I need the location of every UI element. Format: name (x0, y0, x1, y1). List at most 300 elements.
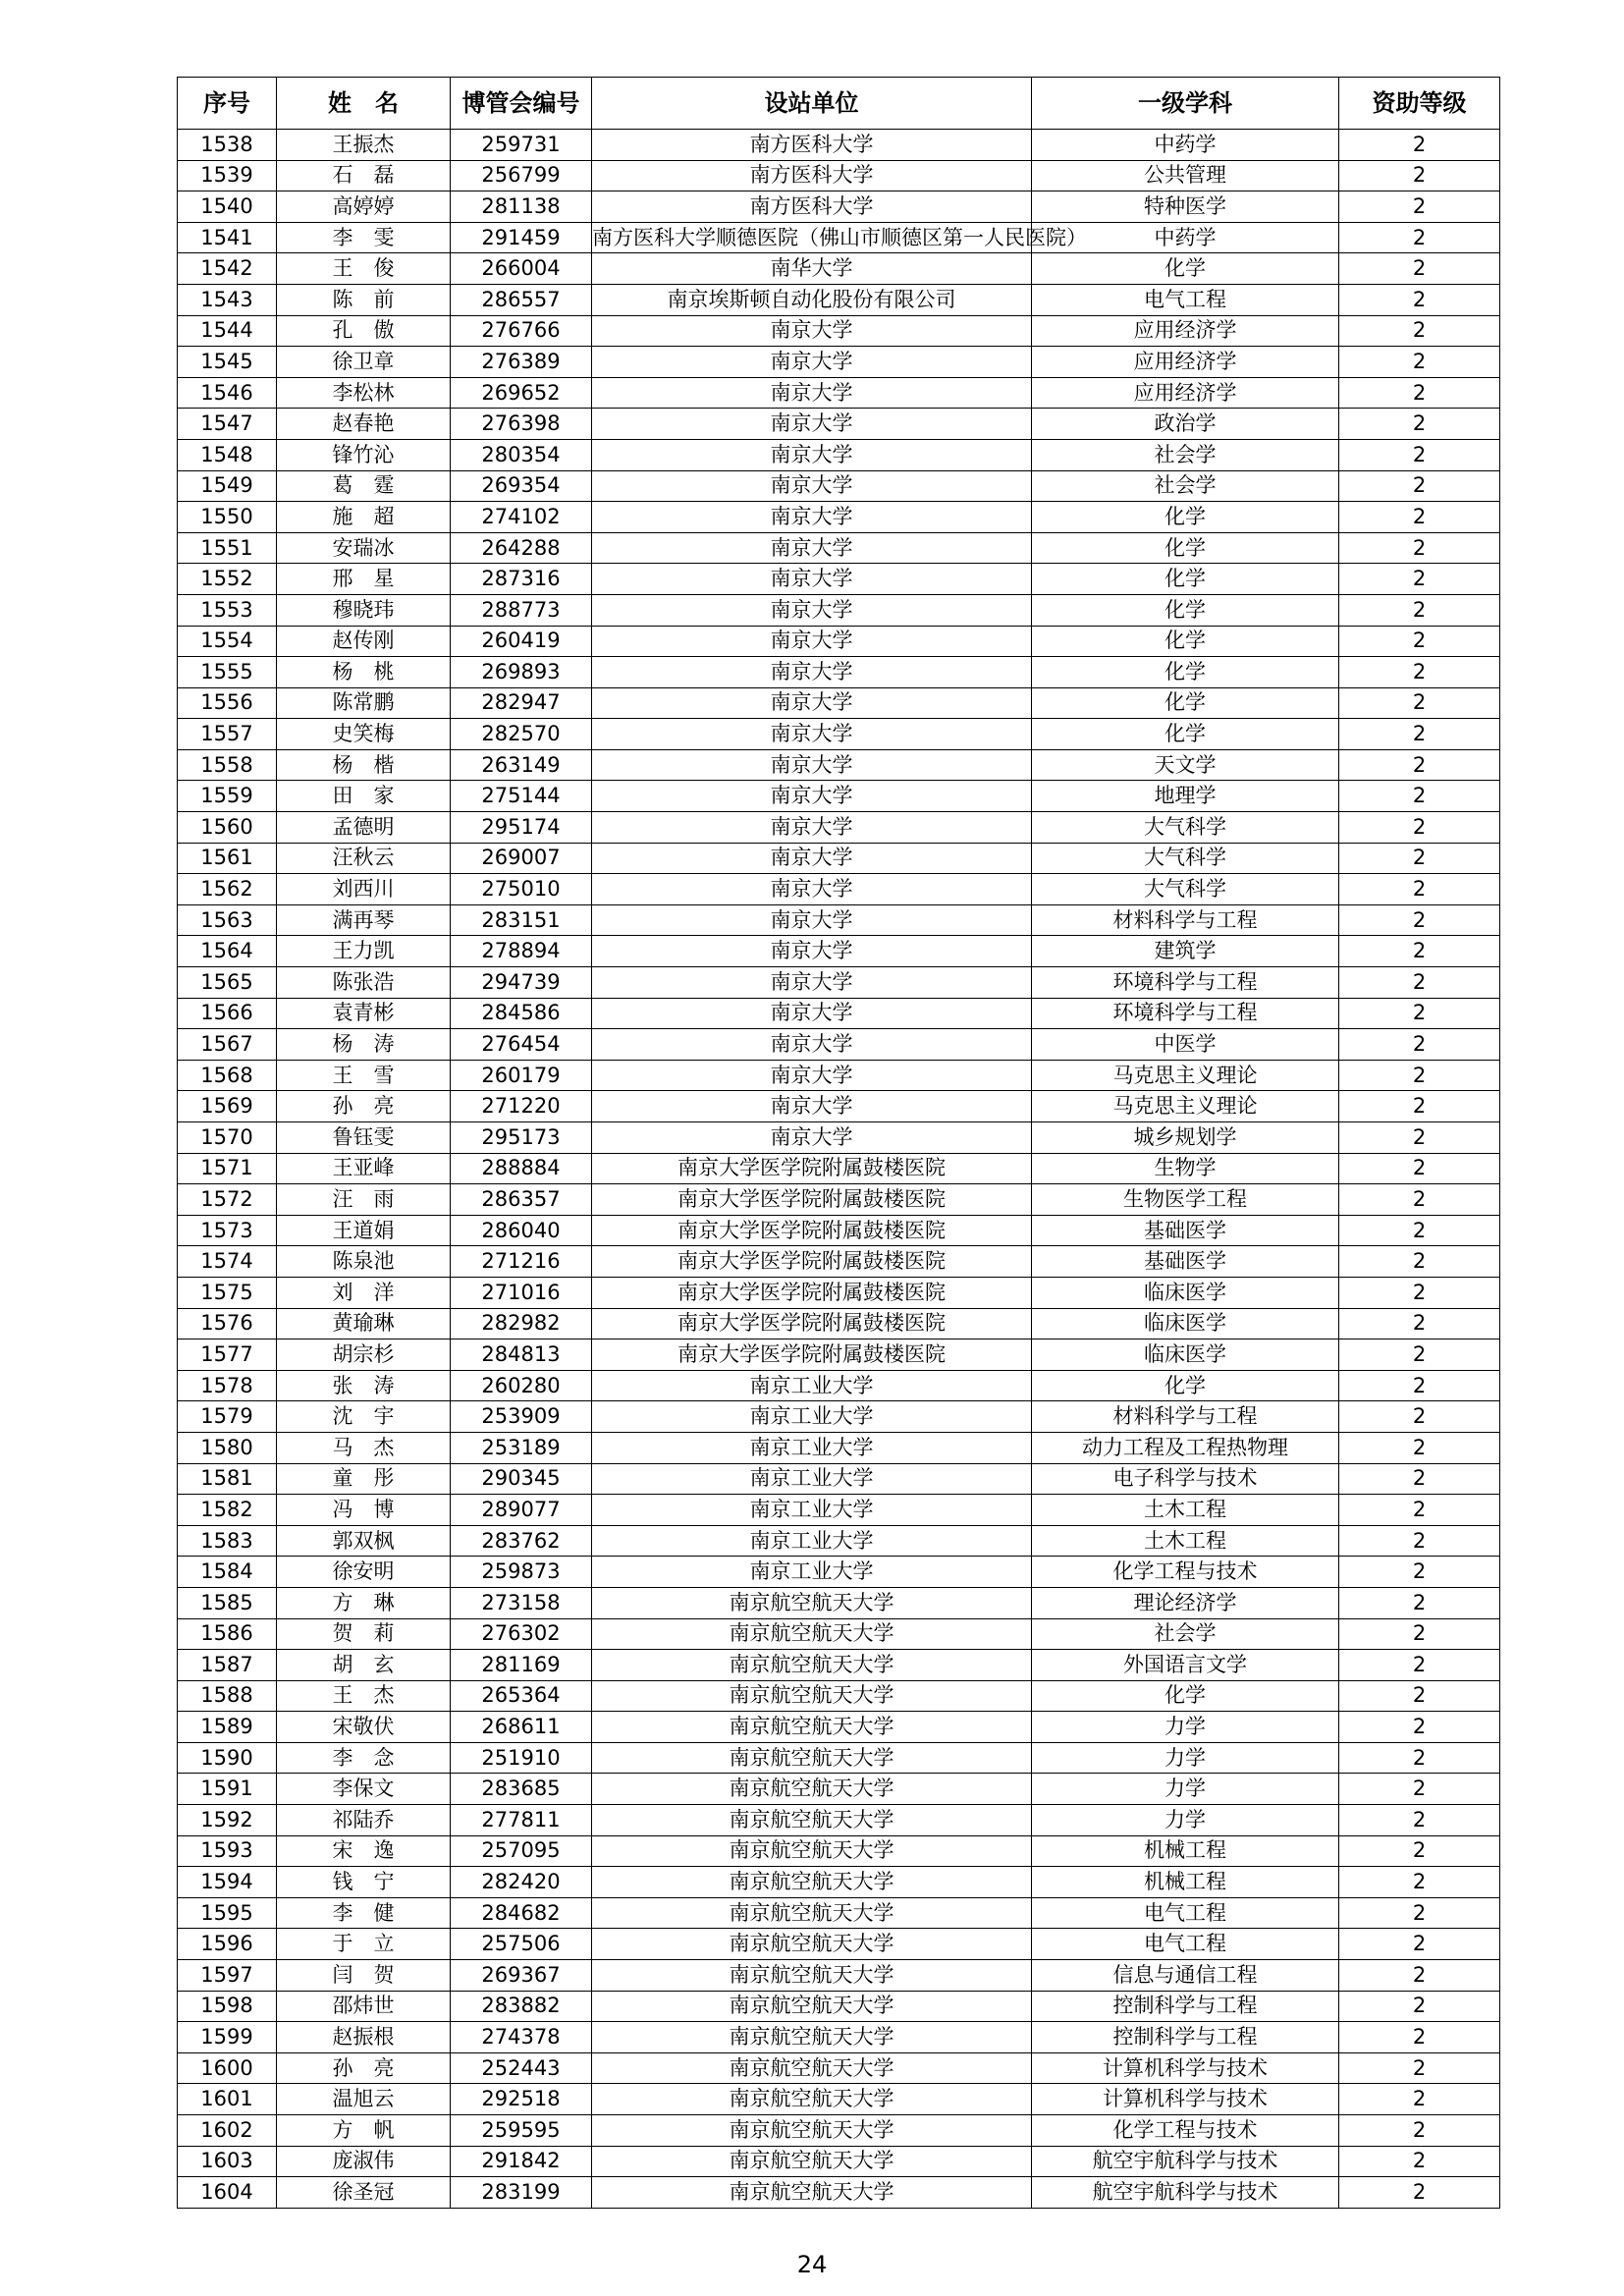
cell-station-unit: 南京大学 (592, 626, 1032, 657)
cell-discipline: 临床医学 (1032, 1308, 1339, 1339)
cell-funding-level: 2 (1339, 594, 1500, 626)
cell-station-unit: 南京大学 (592, 687, 1032, 719)
cell-name: 黄瑜琳 (277, 1308, 451, 1339)
cell-serial-number: 1565 (178, 967, 277, 999)
cell-discipline: 化学工程与技术 (1032, 1557, 1339, 1588)
cell-funding-level: 2 (1339, 781, 1500, 812)
cell-station-unit: 南京大学医学院附属鼓楼医院 (592, 1277, 1032, 1308)
cell-funding-level: 2 (1339, 1557, 1500, 1588)
table-row (178, 1215, 1500, 1246)
table-row (178, 315, 1500, 347)
table-row (178, 2052, 1500, 2084)
cell-station-unit: 南京大学 (592, 781, 1032, 812)
cell-discipline: 土木工程 (1032, 1525, 1339, 1557)
cell-discipline: 航空宇航科学与技术 (1032, 2146, 1339, 2177)
cell-board-id: 276389 (451, 347, 592, 378)
table-row (178, 2115, 1500, 2147)
cell-funding-level: 2 (1339, 1835, 1500, 1867)
table-row (178, 253, 1500, 285)
cell-board-id: 251910 (451, 1742, 592, 1774)
cell-funding-level: 2 (1339, 1401, 1500, 1433)
cell-serial-number: 1600 (178, 2052, 277, 2084)
cell-name: 鲁钰雯 (277, 1122, 451, 1154)
cell-serial-number: 1603 (178, 2146, 277, 2177)
cell-board-id: 269893 (451, 657, 592, 688)
cell-board-id: 263149 (451, 749, 592, 781)
cell-discipline: 建筑学 (1032, 936, 1339, 967)
cell-station-unit: 南京大学 (592, 1122, 1032, 1154)
cell-name: 刘 洋 (277, 1277, 451, 1308)
cell-serial-number: 1559 (178, 781, 277, 812)
cell-discipline: 中药学 (1032, 222, 1339, 253)
cell-board-id: 288884 (451, 1153, 592, 1184)
cell-station-unit: 南京航空航天大学 (592, 1712, 1032, 1743)
cell-serial-number: 1546 (178, 377, 277, 409)
cell-name: 孙 亮 (277, 1091, 451, 1122)
cell-serial-number: 1570 (178, 1122, 277, 1154)
cell-funding-level: 2 (1339, 1618, 1500, 1650)
table-row (178, 1401, 1500, 1433)
cell-board-id: 277811 (451, 1805, 592, 1836)
cell-board-id: 282420 (451, 1867, 592, 1898)
cell-serial-number: 1593 (178, 1835, 277, 1867)
cell-station-unit: 南方医科大学 (592, 160, 1032, 191)
cell-board-id: 283199 (451, 2177, 592, 2209)
cell-discipline: 生物医学工程 (1032, 1184, 1339, 1216)
cell-station-unit: 南京航空航天大学 (592, 1742, 1032, 1774)
cell-serial-number: 1597 (178, 1960, 277, 1992)
cell-discipline: 化学 (1032, 1370, 1339, 1401)
table-body (178, 130, 1500, 2209)
cell-board-id: 284682 (451, 1897, 592, 1929)
table-row (178, 347, 1500, 378)
header-discipline: 一级学科 (1032, 78, 1339, 130)
cell-discipline: 动力工程及工程热物理 (1032, 1432, 1339, 1463)
cell-discipline: 力学 (1032, 1774, 1339, 1805)
cell-serial-number: 1541 (178, 222, 277, 253)
cell-name: 邵炜世 (277, 1991, 451, 2022)
table-row (178, 812, 1500, 844)
cell-discipline: 电气工程 (1032, 284, 1339, 315)
header-row (178, 78, 1500, 130)
cell-discipline: 基础医学 (1032, 1215, 1339, 1246)
cell-name: 宋敬伏 (277, 1712, 451, 1743)
cell-funding-level: 2 (1339, 843, 1500, 874)
cell-funding-level: 2 (1339, 1680, 1500, 1712)
cell-discipline: 大气科学 (1032, 874, 1339, 905)
cell-board-id: 283685 (451, 1774, 592, 1805)
cell-board-id: 269652 (451, 377, 592, 409)
table-row (178, 1308, 1500, 1339)
cell-funding-level: 2 (1339, 2084, 1500, 2115)
cell-serial-number: 1538 (178, 130, 277, 161)
cell-funding-level: 2 (1339, 2115, 1500, 2147)
cell-funding-level: 2 (1339, 936, 1500, 967)
cell-funding-level: 2 (1339, 874, 1500, 905)
cell-station-unit: 南京工业大学 (592, 1370, 1032, 1401)
cell-discipline: 化学 (1032, 502, 1339, 533)
table-row (178, 1742, 1500, 1774)
cell-name: 汪秋云 (277, 843, 451, 874)
cell-discipline: 土木工程 (1032, 1495, 1339, 1526)
table-row (178, 1835, 1500, 1867)
cell-discipline: 计算机科学与技术 (1032, 2052, 1339, 2084)
cell-name: 王亚峰 (277, 1153, 451, 1184)
table-row (178, 130, 1500, 161)
cell-station-unit: 南京航空航天大学 (592, 1587, 1032, 1618)
cell-name: 庞淑伟 (277, 2146, 451, 2177)
cell-funding-level: 2 (1339, 1091, 1500, 1122)
cell-station-unit: 南京航空航天大学 (592, 1867, 1032, 1898)
cell-funding-level: 2 (1339, 998, 1500, 1029)
cell-discipline: 应用经济学 (1032, 315, 1339, 347)
table-row (178, 502, 1500, 533)
cell-funding-level: 2 (1339, 2052, 1500, 2084)
header-funding-level: 资助等级 (1339, 78, 1500, 130)
cell-board-id: 282570 (451, 719, 592, 750)
table-row (178, 1525, 1500, 1557)
cell-board-id: 260419 (451, 626, 592, 657)
cell-funding-level: 2 (1339, 1246, 1500, 1278)
cell-station-unit: 南京大学 (592, 594, 1032, 626)
cell-funding-level: 2 (1339, 315, 1500, 347)
cell-discipline: 大气科学 (1032, 843, 1339, 874)
cell-discipline: 政治学 (1032, 409, 1339, 440)
cell-funding-level: 2 (1339, 502, 1500, 533)
cell-serial-number: 1576 (178, 1308, 277, 1339)
cell-station-unit: 南京航空航天大学 (592, 1774, 1032, 1805)
cell-station-unit: 南京航空航天大学 (592, 1680, 1032, 1712)
cell-serial-number: 1544 (178, 315, 277, 347)
cell-serial-number: 1554 (178, 626, 277, 657)
cell-board-id: 265364 (451, 1680, 592, 1712)
cell-station-unit: 南京大学 (592, 1091, 1032, 1122)
cell-board-id: 256799 (451, 160, 592, 191)
cell-name: 陈泉池 (277, 1246, 451, 1278)
cell-station-unit: 南京大学医学院附属鼓楼医院 (592, 1246, 1032, 1278)
cell-name: 王 杰 (277, 1680, 451, 1712)
cell-station-unit: 南京大学 (592, 347, 1032, 378)
cell-serial-number: 1562 (178, 874, 277, 905)
header-serial-number: 序号 (178, 78, 277, 130)
cell-discipline: 应用经济学 (1032, 347, 1339, 378)
cell-discipline: 社会学 (1032, 1618, 1339, 1650)
cell-funding-level: 2 (1339, 1308, 1500, 1339)
cell-name: 马 杰 (277, 1432, 451, 1463)
cell-serial-number: 1589 (178, 1712, 277, 1743)
cell-board-id: 269007 (451, 843, 592, 874)
cell-board-id: 274102 (451, 502, 592, 533)
cell-station-unit: 南京工业大学 (592, 1557, 1032, 1588)
cell-funding-level: 2 (1339, 967, 1500, 999)
cell-name: 李 念 (277, 1742, 451, 1774)
cell-name: 施 超 (277, 502, 451, 533)
cell-name: 赵振根 (277, 2022, 451, 2053)
cell-serial-number: 1604 (178, 2177, 277, 2209)
table-row (178, 2084, 1500, 2115)
cell-serial-number: 1586 (178, 1618, 277, 1650)
cell-serial-number: 1582 (178, 1495, 277, 1526)
table-row (178, 1060, 1500, 1091)
cell-funding-level: 2 (1339, 1805, 1500, 1836)
cell-serial-number: 1601 (178, 2084, 277, 2115)
cell-name: 汪 雨 (277, 1184, 451, 1216)
table-row (178, 222, 1500, 253)
table-row (178, 749, 1500, 781)
cell-name: 童 彤 (277, 1463, 451, 1495)
cell-serial-number: 1551 (178, 532, 277, 564)
table-row (178, 2146, 1500, 2177)
cell-serial-number: 1591 (178, 1774, 277, 1805)
cell-funding-level: 2 (1339, 1277, 1500, 1308)
cell-funding-level: 2 (1339, 1742, 1500, 1774)
cell-discipline: 中医学 (1032, 1029, 1339, 1061)
cell-discipline: 环境科学与工程 (1032, 998, 1339, 1029)
cell-name: 孙 亮 (277, 2052, 451, 2084)
table-row (178, 1712, 1500, 1743)
table-row (178, 532, 1500, 564)
cell-serial-number: 1569 (178, 1091, 277, 1122)
cell-funding-level: 2 (1339, 904, 1500, 936)
cell-funding-level: 2 (1339, 470, 1500, 502)
cell-station-unit: 南京航空航天大学 (592, 1805, 1032, 1836)
table-row (178, 1091, 1500, 1122)
cell-name: 满再琴 (277, 904, 451, 936)
cell-name: 宋 逸 (277, 1835, 451, 1867)
cell-serial-number: 1587 (178, 1650, 277, 1681)
cell-discipline: 临床医学 (1032, 1277, 1339, 1308)
cell-name: 穆晓玮 (277, 594, 451, 626)
cell-funding-level: 2 (1339, 1463, 1500, 1495)
cell-serial-number: 1566 (178, 998, 277, 1029)
header-name: 姓 名 (277, 78, 451, 130)
table-row (178, 409, 1500, 440)
cell-name: 李松林 (277, 377, 451, 409)
cell-board-id: 273158 (451, 1587, 592, 1618)
cell-board-id: 259595 (451, 2115, 592, 2147)
cell-station-unit: 南京工业大学 (592, 1525, 1032, 1557)
cell-funding-level: 2 (1339, 532, 1500, 564)
cell-board-id: 280354 (451, 439, 592, 470)
cell-funding-level: 2 (1339, 1432, 1500, 1463)
cell-discipline: 大气科学 (1032, 812, 1339, 844)
table-row (178, 998, 1500, 1029)
cell-serial-number: 1549 (178, 470, 277, 502)
table-row (178, 1867, 1500, 1898)
cell-discipline: 电气工程 (1032, 1929, 1339, 1960)
table-row (178, 967, 1500, 999)
cell-board-id: 281138 (451, 191, 592, 223)
cell-station-unit: 南京大学 (592, 532, 1032, 564)
cell-serial-number: 1575 (178, 1277, 277, 1308)
table-row (178, 1122, 1500, 1154)
cell-station-unit: 南京航空航天大学 (592, 2177, 1032, 2209)
cell-serial-number: 1592 (178, 1805, 277, 1836)
cell-funding-level: 2 (1339, 1495, 1500, 1526)
cell-serial-number: 1564 (178, 936, 277, 967)
cell-station-unit: 南方医科大学 (592, 191, 1032, 223)
cell-serial-number: 1560 (178, 812, 277, 844)
cell-board-id: 253189 (451, 1432, 592, 1463)
table-row (178, 1463, 1500, 1495)
cell-funding-level: 2 (1339, 130, 1500, 161)
cell-serial-number: 1578 (178, 1370, 277, 1401)
cell-discipline: 力学 (1032, 1742, 1339, 1774)
cell-name: 王 雪 (277, 1060, 451, 1091)
cell-board-id: 295174 (451, 812, 592, 844)
cell-board-id: 275010 (451, 874, 592, 905)
cell-station-unit: 南京航空航天大学 (592, 2052, 1032, 2084)
cell-serial-number: 1577 (178, 1339, 277, 1371)
cell-name: 李保文 (277, 1774, 451, 1805)
cell-station-unit: 南京大学 (592, 843, 1032, 874)
cell-discipline: 马克思主义理论 (1032, 1060, 1339, 1091)
table-row (178, 439, 1500, 470)
cell-serial-number: 1602 (178, 2115, 277, 2147)
table-row (178, 657, 1500, 688)
cell-station-unit: 南京大学 (592, 874, 1032, 905)
table-row (178, 1650, 1500, 1681)
cell-board-id: 259731 (451, 130, 592, 161)
cell-station-unit: 南京航空航天大学 (592, 1991, 1032, 2022)
cell-funding-level: 2 (1339, 2022, 1500, 2053)
cell-funding-level: 2 (1339, 377, 1500, 409)
cell-board-id: 288773 (451, 594, 592, 626)
cell-board-id: 259873 (451, 1557, 592, 1588)
cell-station-unit: 南京航空航天大学 (592, 1618, 1032, 1650)
cell-funding-level: 2 (1339, 812, 1500, 844)
cell-name: 方 帆 (277, 2115, 451, 2147)
cell-station-unit: 南京航空航天大学 (592, 1835, 1032, 1867)
cell-serial-number: 1573 (178, 1215, 277, 1246)
cell-serial-number: 1595 (178, 1897, 277, 1929)
table-row (178, 1495, 1500, 1526)
cell-discipline: 化学 (1032, 1680, 1339, 1712)
cell-serial-number: 1542 (178, 253, 277, 285)
cell-board-id: 295173 (451, 1122, 592, 1154)
cell-board-id: 290345 (451, 1463, 592, 1495)
table-row (178, 1929, 1500, 1960)
cell-board-id: 286357 (451, 1184, 592, 1216)
cell-station-unit: 南京航空航天大学 (592, 1897, 1032, 1929)
cell-name: 陈常鹏 (277, 687, 451, 719)
cell-serial-number: 1599 (178, 2022, 277, 2053)
cell-station-unit: 南京大学医学院附属鼓楼医院 (592, 1153, 1032, 1184)
cell-station-unit: 南京埃斯顿自动化股份有限公司 (592, 284, 1032, 315)
cell-board-id: 271016 (451, 1277, 592, 1308)
cell-station-unit: 南京大学 (592, 564, 1032, 595)
cell-name: 杨 桃 (277, 657, 451, 688)
cell-discipline: 马克思主义理论 (1032, 1091, 1339, 1122)
cell-name: 胡宗杉 (277, 1339, 451, 1371)
cell-board-id: 257095 (451, 1835, 592, 1867)
cell-discipline: 机械工程 (1032, 1835, 1339, 1867)
cell-station-unit: 南京工业大学 (592, 1495, 1032, 1526)
table-row (178, 1029, 1500, 1061)
cell-serial-number: 1567 (178, 1029, 277, 1061)
cell-station-unit: 南京大学 (592, 998, 1032, 1029)
cell-board-id: 269354 (451, 470, 592, 502)
cell-station-unit: 南华大学 (592, 253, 1032, 285)
cell-discipline: 力学 (1032, 1805, 1339, 1836)
cell-name: 陈 前 (277, 284, 451, 315)
cell-serial-number: 1568 (178, 1060, 277, 1091)
cell-station-unit: 南京大学 (592, 812, 1032, 844)
cell-board-id: 291459 (451, 222, 592, 253)
cell-discipline: 计算机科学与技术 (1032, 2084, 1339, 2115)
cell-station-unit: 南京航空航天大学 (592, 1650, 1032, 1681)
cell-serial-number: 1548 (178, 439, 277, 470)
cell-serial-number: 1553 (178, 594, 277, 626)
cell-board-id: 283151 (451, 904, 592, 936)
cell-discipline: 公共管理 (1032, 160, 1339, 191)
cell-serial-number: 1571 (178, 1153, 277, 1184)
cell-discipline: 航空宇航科学与技术 (1032, 2177, 1339, 2209)
cell-discipline: 基础医学 (1032, 1246, 1339, 1278)
cell-station-unit: 南京大学 (592, 749, 1032, 781)
cell-board-id: 282982 (451, 1308, 592, 1339)
cell-funding-level: 2 (1339, 1184, 1500, 1216)
cell-funding-level: 2 (1339, 719, 1500, 750)
header-board-id: 博管会编号 (451, 78, 592, 130)
cell-name: 贺 莉 (277, 1618, 451, 1650)
cell-board-id: 294739 (451, 967, 592, 999)
cell-discipline: 应用经济学 (1032, 377, 1339, 409)
cell-board-id: 271216 (451, 1246, 592, 1278)
cell-serial-number: 1563 (178, 904, 277, 936)
table-row (178, 1991, 1500, 2022)
cell-board-id: 257506 (451, 1929, 592, 1960)
cell-funding-level: 2 (1339, 2146, 1500, 2177)
cell-funding-level: 2 (1339, 1153, 1500, 1184)
table-row (178, 1153, 1500, 1184)
cell-name: 安瑞冰 (277, 532, 451, 564)
cell-funding-level: 2 (1339, 439, 1500, 470)
cell-station-unit: 南京大学医学院附属鼓楼医院 (592, 1339, 1032, 1371)
cell-serial-number: 1545 (178, 347, 277, 378)
table-row (178, 874, 1500, 905)
cell-serial-number: 1550 (178, 502, 277, 533)
cell-station-unit: 南京大学 (592, 936, 1032, 967)
cell-discipline: 环境科学与工程 (1032, 967, 1339, 999)
header-station-unit: 设站单位 (592, 78, 1032, 130)
cell-board-id: 284813 (451, 1339, 592, 1371)
cell-board-id: 287316 (451, 564, 592, 595)
table-row (178, 1680, 1500, 1712)
cell-board-id: 252443 (451, 2052, 592, 2084)
cell-name: 钱 宁 (277, 1867, 451, 1898)
cell-name: 邢 星 (277, 564, 451, 595)
cell-discipline: 材料科学与工程 (1032, 1401, 1339, 1433)
cell-station-unit: 南京工业大学 (592, 1401, 1032, 1433)
cell-funding-level: 2 (1339, 222, 1500, 253)
table-row (178, 377, 1500, 409)
cell-station-unit: 南京大学 (592, 409, 1032, 440)
cell-funding-level: 2 (1339, 1774, 1500, 1805)
cell-funding-level: 2 (1339, 1029, 1500, 1061)
cell-funding-level: 2 (1339, 1712, 1500, 1743)
table-row (178, 594, 1500, 626)
cell-discipline: 地理学 (1032, 781, 1339, 812)
cell-funding-level: 2 (1339, 284, 1500, 315)
table-row (178, 1184, 1500, 1216)
cell-board-id: 253909 (451, 1401, 592, 1433)
cell-serial-number: 1590 (178, 1742, 277, 1774)
cell-serial-number: 1584 (178, 1557, 277, 1588)
cell-board-id: 284586 (451, 998, 592, 1029)
cell-station-unit: 南京大学 (592, 315, 1032, 347)
cell-serial-number: 1598 (178, 1991, 277, 2022)
